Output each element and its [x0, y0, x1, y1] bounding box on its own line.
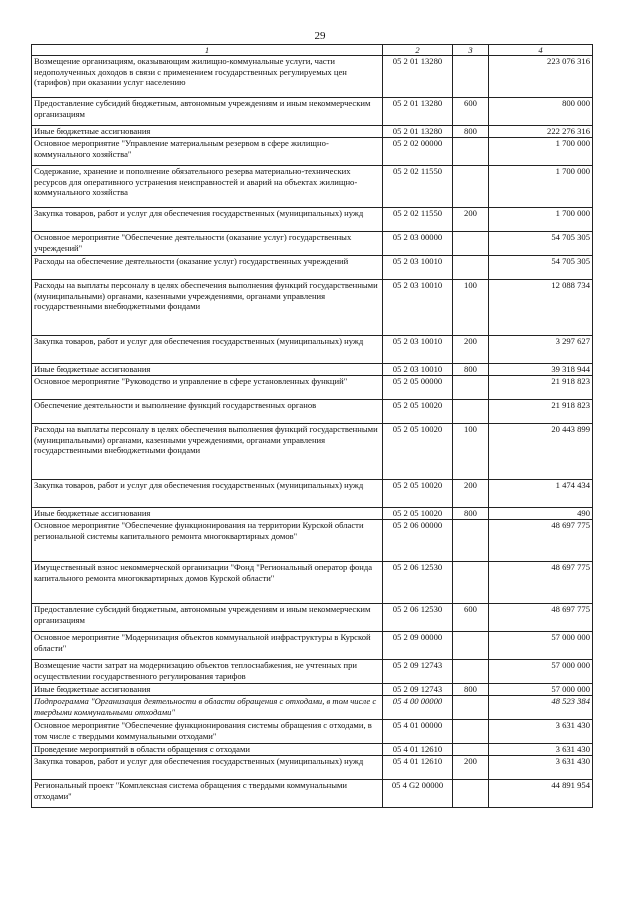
row-expense-type-cell: 200: [453, 756, 489, 780]
row-name-cell: Расходы на обеспечение деятельности (оказание услуг) государственных учреждений: [32, 256, 383, 280]
row-expense-type-cell: [453, 780, 489, 808]
row-expense-type-cell: 800: [453, 508, 489, 520]
row-amount-cell: 54 705 305: [489, 256, 593, 280]
column-header-code: 2: [383, 45, 453, 56]
row-name-cell: Закупка товаров, работ и услуг для обеспечения государственных (муниципальных) нужд: [32, 756, 383, 780]
row-expense-type-cell: [453, 166, 489, 208]
row-code-cell: 05 4 01 12610: [383, 744, 453, 756]
budget-table: [31, 44, 593, 808]
row-amount-cell: 44 891 954: [489, 780, 593, 808]
row-code-cell: 05 2 03 10010: [383, 336, 453, 364]
row-expense-type-cell: [453, 720, 489, 744]
row-amount-cell: 48 697 775: [489, 520, 593, 562]
row-amount-cell: 39 318 944: [489, 364, 593, 376]
row-name-cell: Иные бюджетные ассигнования: [32, 684, 383, 696]
table-row: [32, 208, 593, 232]
row-expense-type-cell: 800: [453, 126, 489, 138]
row-code-cell: 05 4 G2 00000: [383, 780, 453, 808]
row-code-cell: 05 2 05 00000: [383, 376, 453, 400]
row-name-cell: Иные бюджетные ассигнования: [32, 364, 383, 376]
table-row: [32, 126, 593, 138]
table-row: [32, 660, 593, 684]
row-amount-cell: 21 918 823: [489, 400, 593, 424]
column-header-name: 1: [32, 45, 383, 56]
row-amount-cell: 20 443 899: [489, 424, 593, 480]
row-code-cell: 05 2 01 13280: [383, 98, 453, 126]
row-name-cell: Региональный проект "Комплексная система обращения с твердыми коммунальными отходами": [32, 780, 383, 808]
row-expense-type-cell: [453, 562, 489, 604]
row-name-cell: Основное мероприятие "Управление материальным резервом в сфере жилищно-коммунального хозяйства": [32, 138, 383, 166]
row-amount-cell: 57 000 000: [489, 632, 593, 660]
table-row: [32, 376, 593, 400]
row-amount-cell: 21 918 823: [489, 376, 593, 400]
column-header-expense-type: 3: [453, 45, 489, 56]
column-header-amount: 4: [489, 45, 593, 56]
row-expense-type-cell: 600: [453, 604, 489, 632]
table-row: [32, 520, 593, 562]
table-row: [32, 336, 593, 364]
row-expense-type-cell: 200: [453, 480, 489, 508]
table-row: [32, 684, 593, 696]
row-expense-type-cell: 800: [453, 684, 489, 696]
row-name-cell: Обеспечение деятельности и выполнение функций государственных органов: [32, 400, 383, 424]
row-amount-cell: 1 700 000: [489, 166, 593, 208]
row-code-cell: 05 2 06 12530: [383, 604, 453, 632]
row-code-cell: 05 2 06 00000: [383, 520, 453, 562]
row-name-cell: Возмещение организациям, оказывающим жилищно-коммунальные услуги, части недополученных доходов в связи с применением государственных регулируемых цен (тарифов) при оказании услуг населению: [32, 56, 383, 98]
row-name-cell: Иные бюджетные ассигнования: [32, 508, 383, 520]
table-row: [32, 232, 593, 256]
row-code-cell: 05 4 00 00000: [383, 696, 453, 720]
row-expense-type-cell: [453, 232, 489, 256]
row-expense-type-cell: [453, 400, 489, 424]
row-amount-cell: 222 276 316: [489, 126, 593, 138]
page-number: 29: [314, 30, 326, 42]
table-row: [32, 166, 593, 208]
row-code-cell: 05 2 05 10020: [383, 400, 453, 424]
row-name-cell: Имущественный взнос некоммерческой организации "Фонд "Региональный оператор фонда капитального ремонта многоквартирных домов Курской области": [32, 562, 383, 604]
row-expense-type-cell: [453, 632, 489, 660]
row-name-cell: Предоставление субсидий бюджетным, автономным учреждениям и иным некоммерческим организациям: [32, 98, 383, 126]
row-code-cell: 05 2 05 10020: [383, 480, 453, 508]
row-expense-type-cell: 800: [453, 364, 489, 376]
row-amount-cell: 57 000 000: [489, 684, 593, 696]
table-row: [32, 508, 593, 520]
row-expense-type-cell: 200: [453, 208, 489, 232]
row-expense-type-cell: [453, 696, 489, 720]
table-row: [32, 720, 593, 744]
row-amount-cell: 223 076 316: [489, 56, 593, 98]
table-row: [32, 424, 593, 480]
row-name-cell: Основное мероприятие "Обеспечение деятельности (оказание услуг) государственных учреждений": [32, 232, 383, 256]
row-code-cell: 05 2 03 10010: [383, 256, 453, 280]
row-code-cell: 05 4 01 00000: [383, 720, 453, 744]
row-expense-type-cell: [453, 138, 489, 166]
table-row: [32, 780, 593, 808]
row-code-cell: 05 2 01 13280: [383, 126, 453, 138]
row-expense-type-cell: 200: [453, 336, 489, 364]
table-header-row: [32, 45, 593, 56]
table-row: [32, 138, 593, 166]
row-name-cell: Подпрограмма "Организация деятельности в области обращения с отходами, в том числе с твердыми коммунальными отходами": [32, 696, 383, 720]
row-amount-cell: 800 000: [489, 98, 593, 126]
table-row: [32, 98, 593, 126]
row-expense-type-cell: [453, 660, 489, 684]
row-expense-type-cell: [453, 520, 489, 562]
table-row: [32, 480, 593, 508]
row-amount-cell: 3 297 627: [489, 336, 593, 364]
table-row: [32, 256, 593, 280]
table-row: [32, 756, 593, 780]
table-row: [32, 604, 593, 632]
row-expense-type-cell: [453, 744, 489, 756]
table-row: [32, 56, 593, 98]
row-name-cell: Закупка товаров, работ и услуг для обеспечения государственных (муниципальных) нужд: [32, 336, 383, 364]
row-amount-cell: 48 697 775: [489, 604, 593, 632]
row-expense-type-cell: 100: [453, 424, 489, 480]
row-amount-cell: 57 000 000: [489, 660, 593, 684]
row-code-cell: 05 2 02 11550: [383, 166, 453, 208]
row-code-cell: 05 2 05 10020: [383, 424, 453, 480]
table-body: [32, 56, 593, 808]
row-amount-cell: 3 631 430: [489, 744, 593, 756]
table-row: [32, 744, 593, 756]
row-code-cell: 05 2 01 13280: [383, 56, 453, 98]
row-amount-cell: 12 088 734: [489, 280, 593, 336]
row-expense-type-cell: 600: [453, 98, 489, 126]
row-expense-type-cell: 100: [453, 280, 489, 336]
row-name-cell: Расходы на выплаты персоналу в целях обеспечения выполнения функций государственными (муниципальными) органами, казенными учреждениями, органами управления государственными внебюджетными фондами: [32, 280, 383, 336]
row-name-cell: Иные бюджетные ассигнования: [32, 126, 383, 138]
row-code-cell: 05 2 03 00000: [383, 232, 453, 256]
row-name-cell: Проведение мероприятий в области обращения с отходами: [32, 744, 383, 756]
table-row: [32, 400, 593, 424]
row-amount-cell: 48 697 775: [489, 562, 593, 604]
row-name-cell: Предоставление субсидий бюджетным, автономным учреждениям и иным некоммерческим организациям: [32, 604, 383, 632]
row-expense-type-cell: [453, 56, 489, 98]
row-code-cell: 05 2 09 12743: [383, 660, 453, 684]
row-code-cell: 05 2 06 12530: [383, 562, 453, 604]
row-amount-cell: 3 631 430: [489, 720, 593, 744]
row-code-cell: 05 2 05 10020: [383, 508, 453, 520]
row-name-cell: Основное мероприятие "Обеспечение функционирования системы обращения с отходами, в том числе с твердыми коммунальными отходами": [32, 720, 383, 744]
table-row: [32, 280, 593, 336]
row-code-cell: 05 2 02 00000: [383, 138, 453, 166]
table-row: [32, 364, 593, 376]
row-name-cell: Возмещение части затрат на модернизацию объектов теплоснабжения, не учтенных при осуществлении государственного регулирования тарифов: [32, 660, 383, 684]
row-code-cell: 05 2 03 10010: [383, 280, 453, 336]
row-code-cell: 05 2 02 11550: [383, 208, 453, 232]
row-code-cell: 05 2 09 12743: [383, 684, 453, 696]
row-amount-cell: 1 700 000: [489, 208, 593, 232]
table-row: [32, 632, 593, 660]
row-amount-cell: 1 474 434: [489, 480, 593, 508]
row-code-cell: 05 2 09 00000: [383, 632, 453, 660]
row-name-cell: Закупка товаров, работ и услуг для обеспечения государственных (муниципальных) нужд: [32, 480, 383, 508]
row-name-cell: Закупка товаров, работ и услуг для обеспечения государственных (муниципальных) нужд: [32, 208, 383, 232]
row-name-cell: Основное мероприятие "Модернизация объектов коммунальной инфраструктуры в Курской области": [32, 632, 383, 660]
row-name-cell: Основное мероприятие "Обеспечение функционирования на территории Курской области региональной системы капитального ремонта многоквартирных домов": [32, 520, 383, 562]
row-expense-type-cell: [453, 256, 489, 280]
row-amount-cell: 3 631 430: [489, 756, 593, 780]
row-name-cell: Содержание, хранение и пополнение обязательного резерва материально-технических ресурсов для оперативного устранения неисправностей и аварий на объектах жилищно-коммунального хозяйства: [32, 166, 383, 208]
row-expense-type-cell: [453, 376, 489, 400]
row-amount-cell: 48 523 384: [489, 696, 593, 720]
row-amount-cell: 490: [489, 508, 593, 520]
row-name-cell: Расходы на выплаты персоналу в целях обеспечения выполнения функций государственными (муниципальными) органами, казенными учреждениями, органами управления государственными внебюджетными фондами: [32, 424, 383, 480]
table-row: [32, 696, 593, 720]
row-code-cell: 05 2 03 10010: [383, 364, 453, 376]
row-amount-cell: 1 700 000: [489, 138, 593, 166]
table-row: [32, 562, 593, 604]
row-code-cell: 05 4 01 12610: [383, 756, 453, 780]
row-amount-cell: 54 705 305: [489, 232, 593, 256]
row-name-cell: Основное мероприятие "Руководство и управление в сфере установленных функций": [32, 376, 383, 400]
